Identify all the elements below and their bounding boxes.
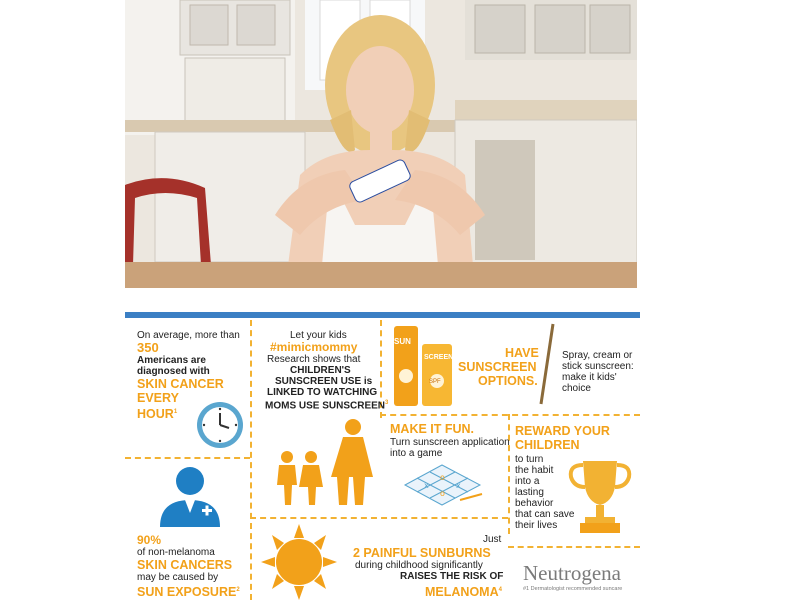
sun-icon [258, 524, 340, 600]
c1-headline2: EVERY [137, 391, 179, 405]
family-icon [265, 417, 380, 512]
tic-tac-toe-icon [400, 460, 485, 510]
divider [250, 320, 252, 600]
svg-text:o: o [440, 473, 445, 482]
c4-headline2-text: SUN EXPOSURE [137, 585, 237, 600]
c6-body1: to turn [515, 454, 544, 465]
c7-headline1: 2 PAINFUL SUNBURNS [353, 546, 491, 560]
divider [380, 414, 640, 416]
c1-number: 350 [137, 340, 159, 355]
brand-logo: Neutrogena [523, 561, 621, 585]
c2-ref: 3 [385, 400, 389, 406]
c1-intro: On average, more than [137, 330, 240, 341]
c6-body4: lasting [515, 487, 544, 498]
c1-headline3-text: HOUR [137, 407, 174, 422]
c7-ref: 4 [498, 587, 502, 593]
c2-line3: SUNSCREEN USE is [275, 376, 373, 387]
divider [508, 546, 640, 548]
c7-line2: during childhood significantly [355, 560, 483, 571]
svg-text:o: o [440, 489, 445, 498]
c1-headline3 [137, 405, 177, 421]
c2-intro: Let your kids [290, 330, 347, 341]
c4-ref: 2 [236, 587, 240, 593]
c4-headline1: SKIN CANCERS [137, 558, 233, 572]
c4-stat: 90% [137, 533, 162, 547]
c1-line1: Americans are [137, 355, 206, 366]
bottle-text2: SCREEN [424, 354, 454, 361]
c4-line1: of non-melanoma [137, 547, 215, 558]
c3-headline2: SUNSCREEN [458, 360, 537, 374]
c1-headline1: SKIN CANCER [137, 377, 224, 391]
divider [125, 457, 250, 459]
c2-hashtag: #mimicmommy [270, 340, 358, 354]
c7-headline2-text: MELANOMA [425, 585, 499, 600]
c6-body7: their lives [515, 520, 558, 531]
bottle-spf: SPF [429, 379, 441, 385]
c3-body1: Spray, cream or [562, 350, 633, 361]
c1-ref: 1 [173, 409, 178, 415]
c3-body4: choice [562, 383, 591, 394]
c7-line3: RAISES THE RISK OF [400, 571, 504, 582]
clock-icon [195, 400, 245, 450]
c5-body2: into a game [390, 448, 443, 459]
c2-line2: CHILDREN'S [290, 365, 351, 376]
brand-tagline: #1 Dermatologist recommended suncare [523, 586, 623, 592]
c6-headline1: REWARD YOUR [515, 424, 610, 438]
doctor-icon [155, 465, 225, 530]
c5-headline: MAKE IT FUN. [390, 422, 475, 436]
svg-text:x: x [424, 481, 429, 490]
c6-body6: that can save [515, 509, 575, 520]
divider [250, 517, 508, 519]
stick-divider-icon [537, 322, 557, 407]
infographic [125, 312, 640, 600]
c4-line2: may be caused by [137, 572, 219, 583]
c6-body2: the habit [515, 465, 554, 476]
c6-headline2: CHILDREN [515, 438, 580, 452]
c2-line5-text: MOMS USE SUNSCREEN [265, 400, 386, 412]
c2-line4: LINKED TO WATCHING [267, 387, 378, 398]
c6-body5: behavior [515, 498, 554, 509]
c7-headline2 [425, 583, 502, 599]
c2-line1: Research shows that [267, 354, 361, 365]
c2-line5 [265, 398, 388, 411]
trophy-icon [565, 457, 635, 537]
c4-headline2 [137, 583, 240, 599]
c3-body2: stick sunscreen: [562, 361, 634, 372]
hero-photo [125, 0, 637, 288]
c3-headline3: OPTIONS. [478, 374, 538, 388]
bottle-text1: SUN [394, 337, 411, 346]
top-blue-bar [125, 312, 640, 318]
c3-body3: make it kids' [562, 372, 617, 383]
c7-line1: Just [483, 534, 502, 545]
c3-headline1: HAVE [505, 346, 539, 360]
c6-body3: into a [515, 476, 540, 487]
divider [508, 414, 510, 534]
c5-body1: Turn sunscreen application [390, 437, 510, 448]
svg-text:x: x [456, 481, 461, 490]
c1-line2: diagnosed with [137, 366, 210, 377]
